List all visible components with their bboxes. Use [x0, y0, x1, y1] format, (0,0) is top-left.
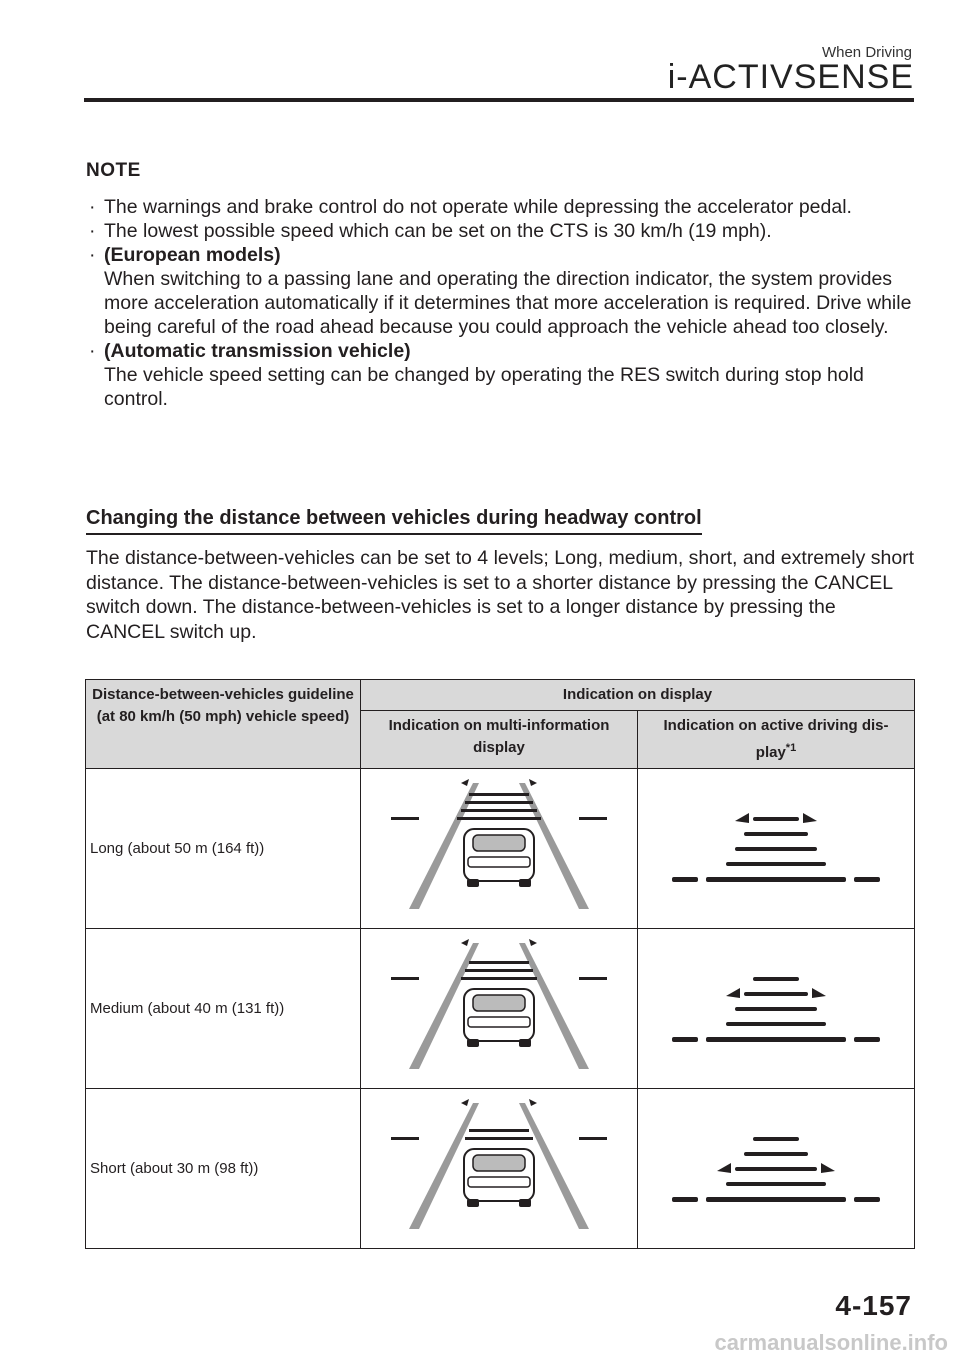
- side-dash: [391, 1137, 419, 1140]
- active-driving-display-icon: [638, 769, 914, 923]
- section-body: The distance-between-vehicles can be set to 4 levels; Long, medium, short, and extremely short distance. The distance-between-vehicles is set to a shorter distance by pressing the CANCEL switch down. The distance-between-vehicles is set to a longer distance by pressing the CANCEL switch up.: [86, 547, 915, 643]
- bullet-icon: ·: [89, 196, 96, 218]
- active-driving-display-icon: [638, 1089, 914, 1243]
- table-row: [86, 929, 915, 1089]
- row-label: Long (about 50 m (164 ft)): [86, 769, 361, 929]
- table-row: [86, 769, 915, 929]
- note-item-text: The warnings and brake control do not operate while depressing the accelerator pedal.: [104, 196, 852, 218]
- multi-info-display-icon: [361, 1089, 637, 1243]
- arrow-left-icon: [461, 1099, 469, 1106]
- distance-bar: [744, 1152, 808, 1156]
- distance-bar: [753, 977, 799, 981]
- note-item: [86, 339, 916, 411]
- arrow-right-icon: [529, 779, 537, 786]
- watermark: carmanualsonline.info: [714, 1330, 948, 1355]
- distance-bar: [706, 1037, 846, 1042]
- distance-bar: [461, 809, 537, 812]
- arrow-left-icon: [735, 813, 749, 823]
- page-number: 4-157: [835, 1290, 912, 1321]
- side-dash: [391, 977, 419, 980]
- note-list: [86, 195, 916, 411]
- table-row: [86, 1089, 915, 1249]
- note-item-text: When switching to a passing lane and operating the direction indicator, the system provides more acceleration automatically if it determines that more acceleration is required. Drive while being careful of the road ahead because you could approach the vehicle ahead too closely.: [104, 268, 912, 338]
- car-icon: [464, 989, 534, 1047]
- distance-bar: [457, 817, 541, 820]
- distance-bar: [726, 1182, 826, 1186]
- distance-bar: [706, 1197, 846, 1202]
- bullet-icon: ·: [89, 220, 96, 242]
- col-header-guideline: Distance-between-vehicles guideline (at 80 km/h (50 mph) vehicle speed): [86, 680, 361, 769]
- note-item: [86, 243, 916, 339]
- arrow-left-icon: [461, 939, 469, 946]
- multi-info-display-icon: [361, 929, 637, 1083]
- side-dash: [672, 1197, 698, 1202]
- row-label: Medium (about 40 m (131 ft)): [86, 929, 361, 1089]
- active-driving-display-icon: [638, 929, 914, 1083]
- side-dash: [391, 817, 419, 820]
- note-item-text: The vehicle speed setting can be changed by operating the RES switch during stop hold control.: [104, 364, 864, 410]
- arrow-left-icon: [717, 1163, 731, 1173]
- arrow-right-icon: [821, 1163, 835, 1173]
- distance-bar: [735, 1007, 817, 1011]
- side-dash: [854, 877, 880, 882]
- multi-info-cell: [361, 929, 638, 1089]
- distance-bar: [726, 1022, 826, 1026]
- active-driving-cell: [638, 769, 915, 929]
- section-heading: Changing the distance between vehicles during headway control: [86, 507, 702, 535]
- col-header-multi-info: Indication on multi-information display: [361, 711, 638, 769]
- distance-bar: [753, 1137, 799, 1141]
- arrow-right-icon: [529, 1099, 537, 1106]
- col-header-active-driving: [638, 711, 915, 769]
- note-item-text: The lowest possible speed which can be set on the CTS is 30 km/h (19 mph).: [104, 220, 772, 242]
- side-dash: [579, 1137, 607, 1140]
- distance-bar: [461, 977, 537, 980]
- distance-table: [85, 679, 915, 1249]
- multi-info-cell: [361, 1089, 638, 1249]
- note-item: [86, 195, 916, 219]
- arrow-right-icon: [803, 813, 817, 823]
- side-dash: [854, 1197, 880, 1202]
- note-item-bold: (Automatic transmission vehicle): [104, 340, 411, 362]
- distance-bar: [744, 832, 808, 836]
- distance-bar: [469, 961, 529, 964]
- arrow-right-icon: [812, 988, 826, 998]
- running-header-section: When Driving: [821, 44, 912, 61]
- distance-bar: [469, 1129, 529, 1132]
- side-dash: [579, 817, 607, 820]
- col-header-active-driving-text: Indication on active driving dis-play: [663, 717, 889, 761]
- distance-bar: [726, 862, 826, 866]
- car-icon: [464, 1149, 534, 1207]
- distance-bar: [735, 847, 817, 851]
- note-item: [86, 219, 916, 243]
- side-dash: [579, 977, 607, 980]
- running-header-title: i-ACTIVSENSE: [667, 58, 914, 96]
- car-icon: [464, 829, 534, 887]
- arrow-right-icon: [529, 939, 537, 946]
- distance-bar: [706, 877, 846, 882]
- distance-bar: [753, 817, 799, 821]
- distance-bar: [744, 992, 808, 996]
- footnote-marker: *1: [785, 742, 797, 754]
- side-dash: [672, 877, 698, 882]
- header-rule: [84, 98, 914, 102]
- distance-bar: [465, 1137, 533, 1140]
- distance-bar: [465, 969, 533, 972]
- bullet-icon: ·: [89, 340, 96, 362]
- multi-info-display-icon: [361, 769, 637, 923]
- multi-info-cell: [361, 769, 638, 929]
- col-header-display-group: Indication on display: [361, 680, 915, 711]
- distance-bar: [735, 1167, 817, 1171]
- distance-bar: [465, 801, 533, 804]
- active-driving-cell: [638, 929, 915, 1089]
- side-dash: [854, 1037, 880, 1042]
- active-driving-cell: [638, 1089, 915, 1249]
- distance-bar: [469, 793, 529, 796]
- row-label: Short (about 30 m (98 ft)): [86, 1089, 361, 1249]
- bullet-icon: ·: [89, 244, 96, 266]
- side-dash: [672, 1037, 698, 1042]
- arrow-left-icon: [461, 779, 469, 786]
- arrow-left-icon: [726, 988, 740, 998]
- note-item-bold: (European models): [104, 244, 281, 266]
- note-heading: NOTE: [86, 160, 141, 181]
